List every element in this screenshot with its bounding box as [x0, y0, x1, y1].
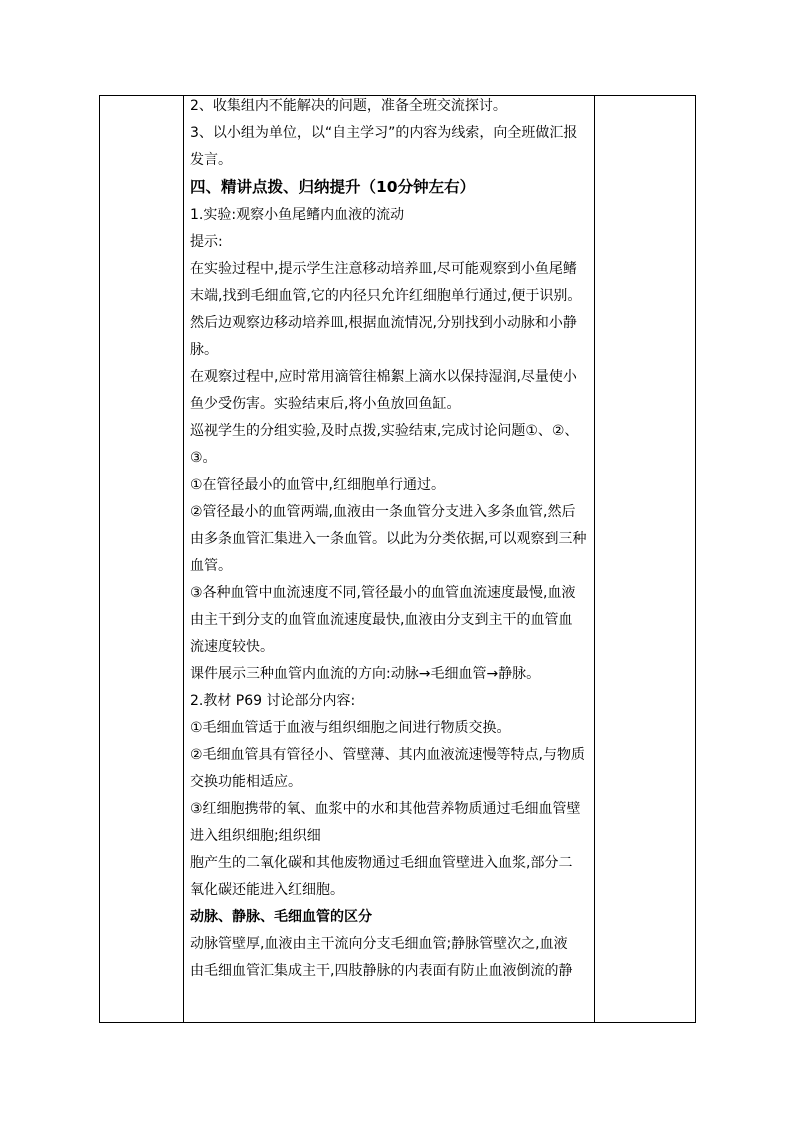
lesson-table	[99, 95, 696, 1023]
textbook-title: 2.教材 P69 讨论部分内容:	[190, 693, 356, 709]
paragraph-line: ③。	[190, 450, 217, 466]
item-3-line-1: 3、以小组为单位，以“自主学习”的内容为线索，向全班做汇报	[190, 125, 578, 141]
difference-heading: 动脉、静脉、毛细血管的区分	[190, 909, 372, 925]
textbook-point-2-line: ②毛细血管具有管径小、管壁薄、其内血液流速慢等特点,与物质	[190, 747, 585, 763]
answer-1: ①在管径最小的血管中,红细胞单行通过。	[190, 477, 445, 493]
paragraph-line: 在观察过程中,应时常用滴管往棉絮上滴水以保持湿润,尽量使小	[190, 369, 577, 385]
textbook-point-1: ①毛细血管适于血液与组织细胞之间进行物质交换。	[190, 720, 511, 736]
experiment-title: 1.实验:观察小鱼尾鳍内血液的流动	[190, 207, 405, 223]
paragraph-line: 脉。	[190, 342, 218, 358]
item-2: 2、收集组内不能解决的问题，准备全班交流探讨。	[190, 98, 507, 114]
item-3-line-2: 发言。	[190, 152, 232, 168]
answer-2-line: ②管径最小的血管两端,血液由一条血管分支进入多条血管,然后	[190, 504, 576, 520]
textbook-point-3-line: 氧化碳还能进入红细胞。	[190, 882, 344, 898]
paragraph-line: 然后边观察边移动培养皿,根据血流情况,分别找到小动脉和小静	[190, 315, 577, 331]
paragraph-line: 末端,找到毛细血管,它的内径只允许红细胞单行通过,便于识别。	[190, 288, 582, 304]
hint-label: 提示:	[190, 234, 223, 250]
textbook-point-2-line: 交换功能相适应。	[190, 774, 302, 790]
answer-2-line: 由多条血管汇集进入一条血管。以此为分类依据,可以观察到三种	[190, 531, 587, 547]
main-content	[184, 96, 594, 981]
textbook-point-3-line: 进入组织细胞;组织细	[190, 828, 321, 844]
difference-line: 由毛细血管汇集成主干,四肢静脉的内表面有防止血液倒流的静	[190, 963, 573, 979]
left-column-cell	[100, 96, 184, 1023]
textbook-point-3-line: ③红细胞携带的氧、血浆中的水和其他营养物质通过毛细血管壁	[190, 801, 581, 817]
answer-3-line: ③各种血管中血流速度不同,管径最小的血管血流速度最慢,血液	[190, 585, 576, 601]
main-content-cell	[184, 96, 595, 1023]
difference-line: 动脉管壁厚,血液由主干流向分支毛细血管;静脉管壁次之,血液	[190, 936, 568, 952]
courseware-note: 课件展示三种血管内血流的方向:动脉→毛细血管→静脉。	[190, 666, 541, 682]
paragraph-line: 巡视学生的分组实验,及时点拨,实验结束,完成讨论问题①、②、	[190, 423, 579, 439]
textbook-point-3-line: 胞产生的二氧化碳和其他废物通过毛细血管壁进入血浆,部分二	[190, 855, 573, 871]
paragraph-line: 鱼少受伤害。实验结束后,将小鱼放回鱼缸。	[190, 396, 461, 412]
paragraph-line: 在实验过程中,提示学生注意移动培养皿,尽可能观察到小鱼尾鳍	[190, 261, 577, 277]
section-heading: 四、精讲点拨、归纳提升（10分钟左右）	[190, 178, 476, 196]
answer-3-line: 流速度较快。	[190, 639, 274, 655]
right-column-cell	[595, 96, 696, 1023]
answer-2-line: 血管。	[190, 558, 232, 574]
answer-3-line: 由主干到分支的血管血流速度最快,血液由分支到主干的血管血	[190, 612, 573, 628]
table-row	[100, 96, 696, 1023]
